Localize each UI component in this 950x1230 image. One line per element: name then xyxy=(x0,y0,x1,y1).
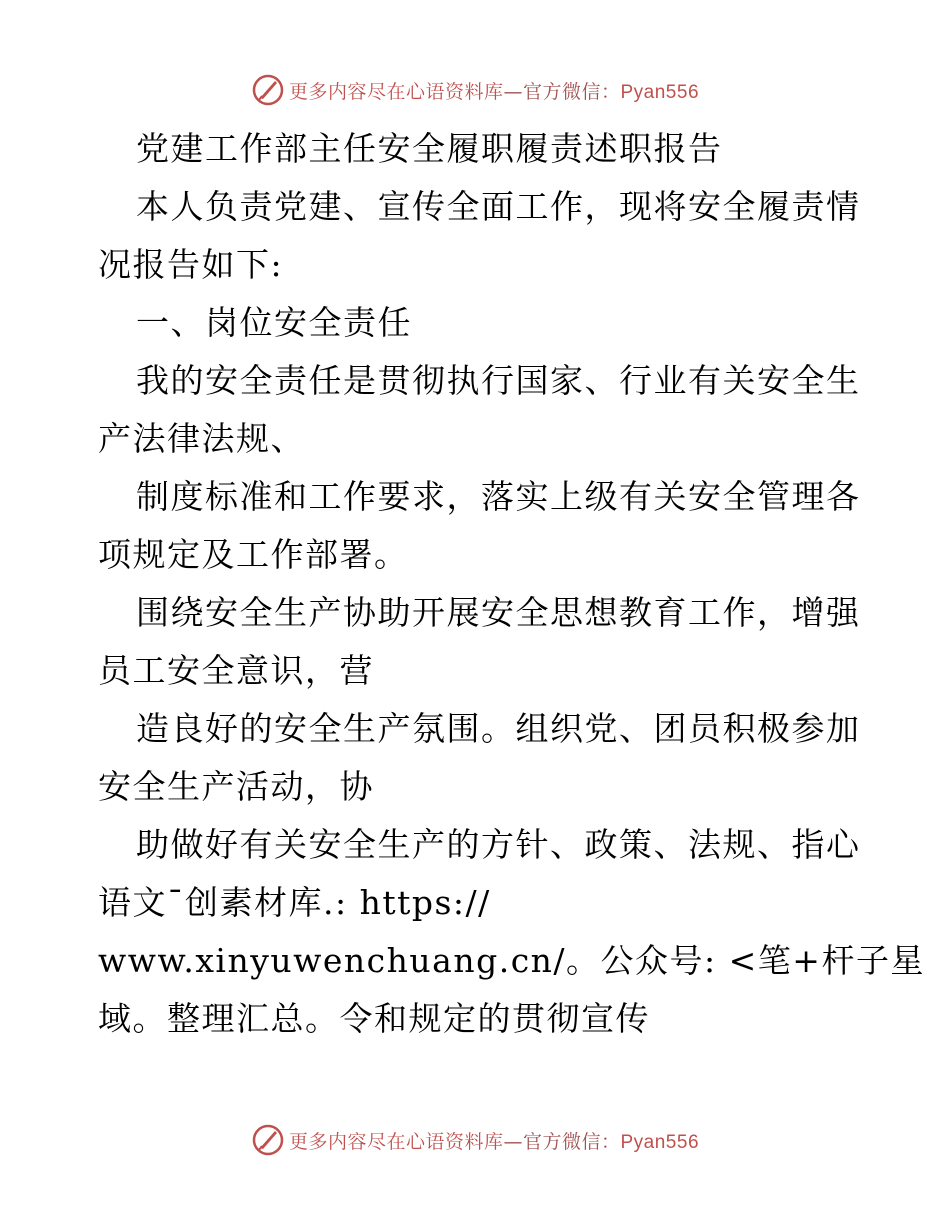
section-heading: 一、岗位安全责任 xyxy=(136,303,412,342)
watermark-dash-text: —官方微信： xyxy=(503,1130,621,1153)
paragraph-line: www.xinyuwenchuang.cn/。公众号: <笔+杆子星 xyxy=(98,941,925,980)
quill-circle-icon xyxy=(251,73,285,107)
paragraph-line: 产法律法规、 xyxy=(98,419,305,458)
watermark-dash-text: —官方微信： xyxy=(503,80,621,103)
paragraph-line: 本人负责党建、宣传全面工作，现将安全履责情 xyxy=(136,187,861,226)
paragraph-line: 制度标准和工作要求，落实上级有关安全管理各 xyxy=(136,477,861,516)
document-title: 党建工作部主任安全履职履责述职报告 xyxy=(136,129,723,168)
paragraph-line: 助做好有关安全生产的方针、政策、法规、指心 xyxy=(136,825,861,864)
watermark-main-text: 更多内容尽在心语资料库 xyxy=(288,80,504,103)
quill-circle-icon xyxy=(251,1123,285,1157)
paragraph-line: 况报告如下: xyxy=(98,245,284,284)
paragraph-line: 围绕安全生产协助开展安全思想教育工作，增强 xyxy=(136,593,861,632)
paragraph-line: 域。整理汇总。令和规定的贯彻宣传 xyxy=(98,999,650,1038)
footer-watermark-banner xyxy=(0,1120,950,1160)
paragraph-line: 员工安全意识，营 xyxy=(98,651,374,690)
paragraph-line: 语文¯创素材库.: https:// xyxy=(98,883,491,922)
paragraph-line: 安全生产活动，协 xyxy=(98,767,374,806)
paragraph-line: 项规定及工作部署。 xyxy=(98,535,409,574)
paragraph-line: 造良好的安全生产氛围。组织党、团员积极参加 xyxy=(136,709,861,748)
watermark-id-text: Pyan556 xyxy=(620,1131,700,1153)
header-watermark-banner xyxy=(0,70,950,110)
paragraph-line: 我的安全责任是贯彻执行国家、行业有关安全生 xyxy=(136,361,861,400)
watermark-main-text: 更多内容尽在心语资料库 xyxy=(288,1130,504,1153)
watermark-id-text: Pyan556 xyxy=(620,81,700,103)
watermark-text xyxy=(289,77,699,104)
watermark-text xyxy=(289,1127,699,1154)
